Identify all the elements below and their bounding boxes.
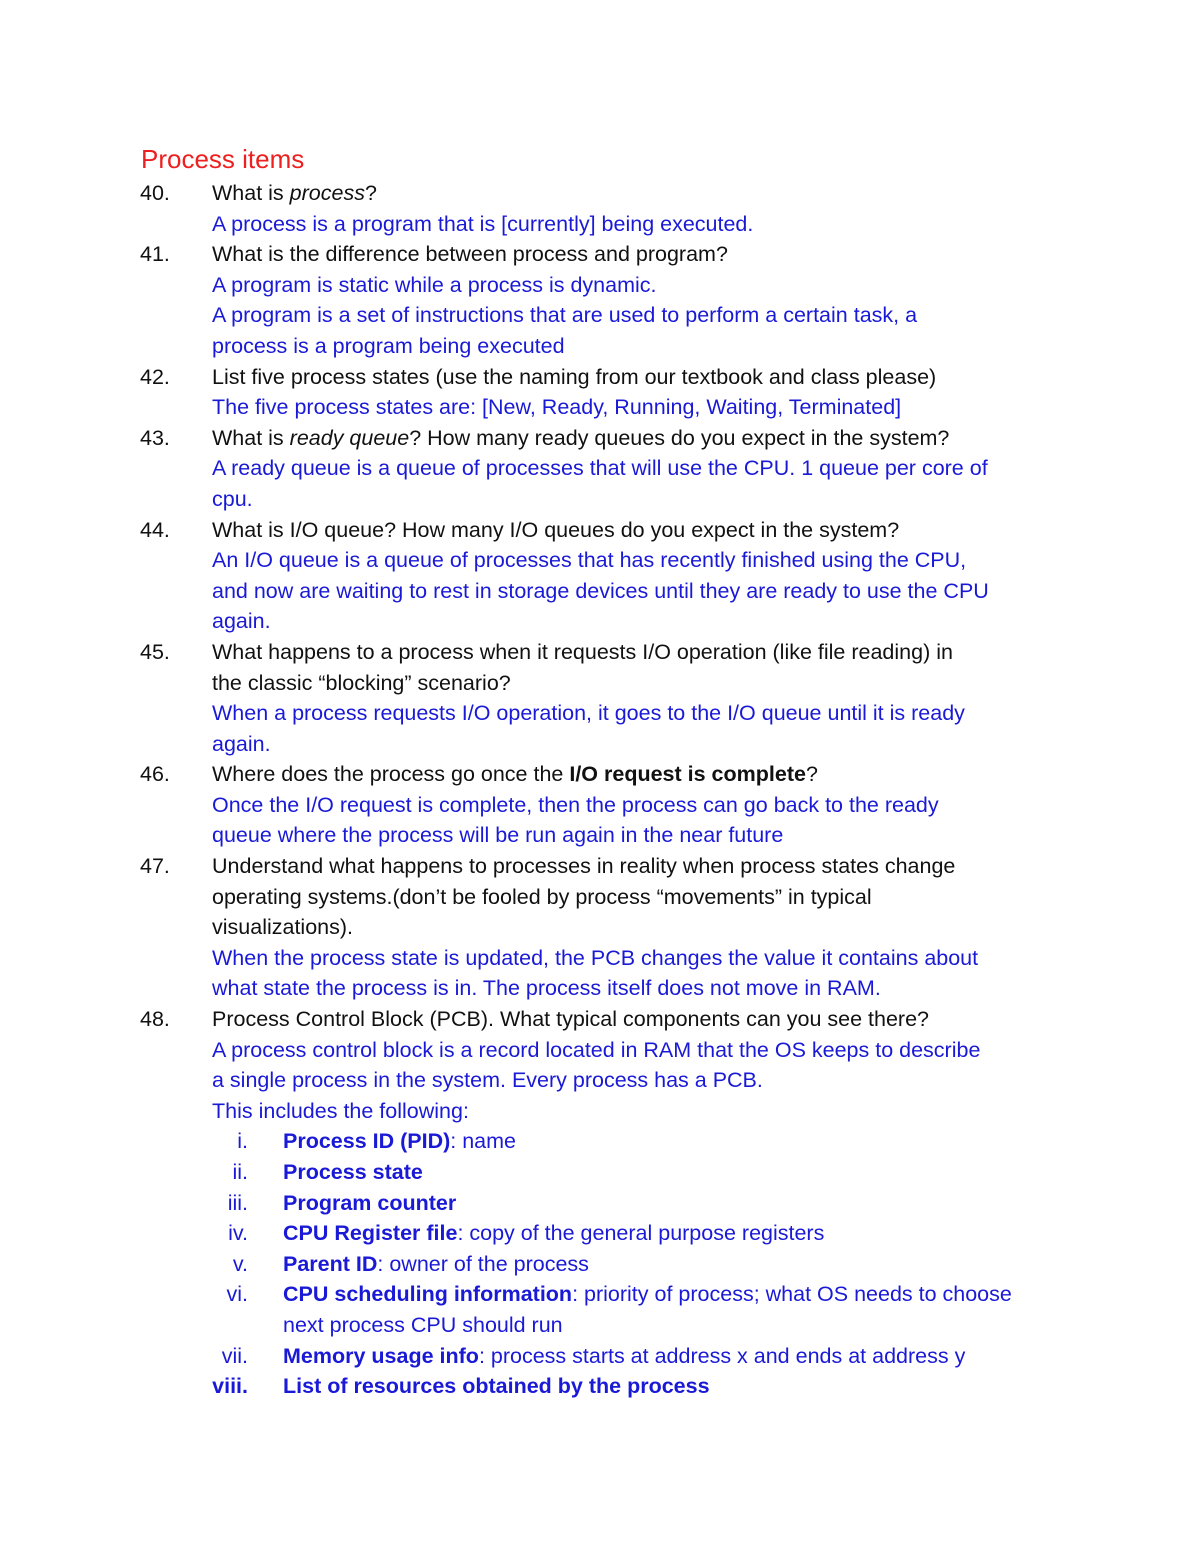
pcb-item-text (283, 1157, 423, 1188)
pcb-item-3 (0, 1188, 1200, 1219)
question-45 (0, 637, 1200, 668)
roman-numeral: iii. (227, 1190, 248, 1215)
pcb-item-term: CPU Register file (283, 1221, 458, 1246)
pcb-item-desc: : owner of the process (377, 1251, 589, 1276)
roman-numeral: ii. (232, 1160, 248, 1184)
answer-text: and now are waiting to rest in storage devices until they are ready to use the CPU (212, 578, 989, 603)
question-text: List five process states (use the naming from our textbook and class please) (212, 364, 937, 389)
question-47 (0, 851, 1200, 882)
answer-text: A process control block is a record located in RAM that the OS keeps to describe (212, 1037, 981, 1062)
question-46 (0, 759, 1200, 790)
pcb-item-term: Program counter (283, 1190, 457, 1215)
question-list (0, 178, 1200, 1402)
answer-41-line (0, 300, 1200, 331)
answer-47-line (0, 943, 1200, 974)
question-44 (0, 515, 1200, 546)
answer-text: When the process state is updated, the PCB changes the value it contains about (212, 945, 979, 970)
question-text: Process Control Block (PCB). What typical components can you see there? (212, 1007, 929, 1032)
pcb-item-7 (0, 1341, 1200, 1372)
question-text-part: ? (364, 181, 377, 205)
question-text: operating systems.(don’t be fooled by process “movements” in typical (212, 884, 872, 909)
question-47-cont (0, 882, 1200, 913)
question-41 (0, 239, 1200, 270)
pcb-item-6-cont (0, 1310, 1200, 1341)
roman-numeral: vii. (221, 1343, 248, 1368)
question-45-cont (0, 668, 1200, 699)
answer-41-line (0, 331, 1200, 362)
answer-43-line (0, 453, 1200, 484)
question-text-part: What is (212, 425, 290, 450)
question-text-part: ? (805, 762, 818, 787)
question-term: ready queue (289, 425, 410, 450)
pcb-item-desc: : priority of process; what OS needs to choose (572, 1282, 1012, 1307)
question-number: 48. (140, 1007, 170, 1032)
answer-46-line (0, 820, 1200, 851)
answer-text: A program is a set of instructions that are used to perform a certain task, a (212, 303, 918, 328)
question-text: the classic “blocking” scenario? (212, 670, 511, 695)
pcb-item-term: List of resources obtained by the process (283, 1374, 710, 1399)
question-text: visualizations). (212, 915, 353, 940)
answer-40-line (0, 209, 1200, 240)
pcb-item-term: Process ID (PID) (283, 1129, 451, 1154)
pcb-item-desc: next process CPU should run (283, 1312, 563, 1337)
answer-text: A program is static while a process is dynamic. (212, 272, 657, 297)
answer-text: again. (212, 731, 271, 756)
answer-47-line (0, 973, 1200, 1004)
answer-45-line (0, 729, 1200, 760)
question-42 (0, 362, 1200, 393)
pcb-item-desc: : copy of the general purpose registers (457, 1221, 825, 1246)
answer-text: An I/O queue is a queue of processes that has recently finished using the CPU, (212, 548, 967, 573)
answer-text: When a process requests I/O operation, it goes to the I/O queue until it is ready (212, 701, 965, 726)
question-number: 43. (140, 425, 170, 450)
pcb-item-term: Parent ID (283, 1251, 378, 1276)
question-number: 46. (140, 762, 170, 787)
pcb-item-term: Memory usage info (283, 1343, 479, 1368)
pcb-item-8 (0, 1371, 1200, 1402)
answer-text: The five process states are: [New, Ready, Running, Waiting, Terminated] (212, 395, 902, 420)
pcb-item-term: CPU scheduling information (283, 1282, 573, 1307)
pcb-item-desc: : name (450, 1129, 517, 1154)
roman-numeral: iv. (228, 1221, 248, 1246)
question-number: 41. (140, 242, 170, 267)
answer-text: again. (212, 609, 271, 634)
question-text (212, 423, 949, 454)
answer-45-line (0, 698, 1200, 729)
roman-numeral: viii. (212, 1374, 248, 1399)
question-text (212, 178, 377, 209)
pcb-item-text (283, 1371, 710, 1402)
pcb-item-text (283, 1126, 516, 1157)
answer-text: what state the process is in. The process itself does not move in RAM. (212, 976, 881, 1001)
pcb-item-text (283, 1341, 965, 1372)
pcb-item-term: Process state (283, 1160, 423, 1184)
roman-numeral: i. (237, 1129, 248, 1154)
pcb-item-text (283, 1218, 824, 1249)
question-text: What is I/O queue? How many I/O queues do you expect in the system? (212, 517, 900, 542)
answer-text: This includes the following: (212, 1098, 469, 1123)
pcb-item-desc: : process starts at address x and ends at address y (478, 1343, 966, 1368)
answer-text: process is a program being executed (212, 333, 565, 358)
question-47-cont (0, 912, 1200, 943)
answer-text: Once the I/O request is complete, then the process can go back to the ready (212, 792, 939, 817)
answer-text: queue where the process will be run again in the near future (212, 823, 784, 848)
answer-44-line (0, 545, 1200, 576)
section-heading: Process items (141, 144, 305, 174)
answer-text: A process is a program that is [currently] being executed. (212, 211, 754, 236)
pcb-item-1 (0, 1126, 1200, 1157)
question-number: 44. (140, 517, 170, 542)
answer-44-line (0, 606, 1200, 637)
pcb-item-6 (0, 1279, 1200, 1310)
question-number: 40. (140, 181, 170, 205)
question-number: 47. (140, 854, 170, 879)
answer-48-line (0, 1035, 1200, 1066)
pcb-item-text (283, 1249, 589, 1280)
answer-41-line (0, 270, 1200, 301)
question-48 (0, 1004, 1200, 1035)
question-text-part: What is (212, 181, 290, 205)
answer-text: cpu. (212, 486, 253, 511)
answer-48-line (0, 1065, 1200, 1096)
answer-44-line (0, 576, 1200, 607)
roman-numeral: vi. (226, 1282, 248, 1307)
question-text-part: ? How many ready queues do you expect in the system? (409, 425, 950, 450)
question-term: I/O request is complete (569, 762, 806, 787)
question-text: What is the difference between process and program? (212, 242, 728, 267)
question-40 (0, 178, 1200, 209)
question-number: 42. (140, 364, 170, 389)
pcb-item-5 (0, 1249, 1200, 1280)
answer-48-line (0, 1096, 1200, 1127)
question-43 (0, 423, 1200, 454)
pcb-item-text (283, 1188, 456, 1219)
roman-numeral: v. (232, 1251, 248, 1276)
question-text (212, 759, 818, 790)
question-text: What happens to a process when it requests I/O operation (like file reading) in (212, 639, 953, 664)
pcb-item-4 (0, 1218, 1200, 1249)
question-number: 45. (140, 639, 170, 664)
question-text-part: Where does the process go once the (212, 762, 570, 787)
answer-42-line (0, 392, 1200, 423)
pcb-item-text (283, 1279, 1012, 1310)
pcb-item-2 (0, 1157, 1200, 1188)
answer-43-line (0, 484, 1200, 515)
answer-46-line (0, 790, 1200, 821)
question-text: Understand what happens to processes in reality when process states change (212, 854, 956, 879)
question-term: process (289, 181, 365, 205)
answer-text: a single process in the system. Every process has a PCB. (212, 1068, 763, 1093)
answer-text: A ready queue is a queue of processes that will use the CPU. 1 queue per core of (212, 456, 988, 481)
